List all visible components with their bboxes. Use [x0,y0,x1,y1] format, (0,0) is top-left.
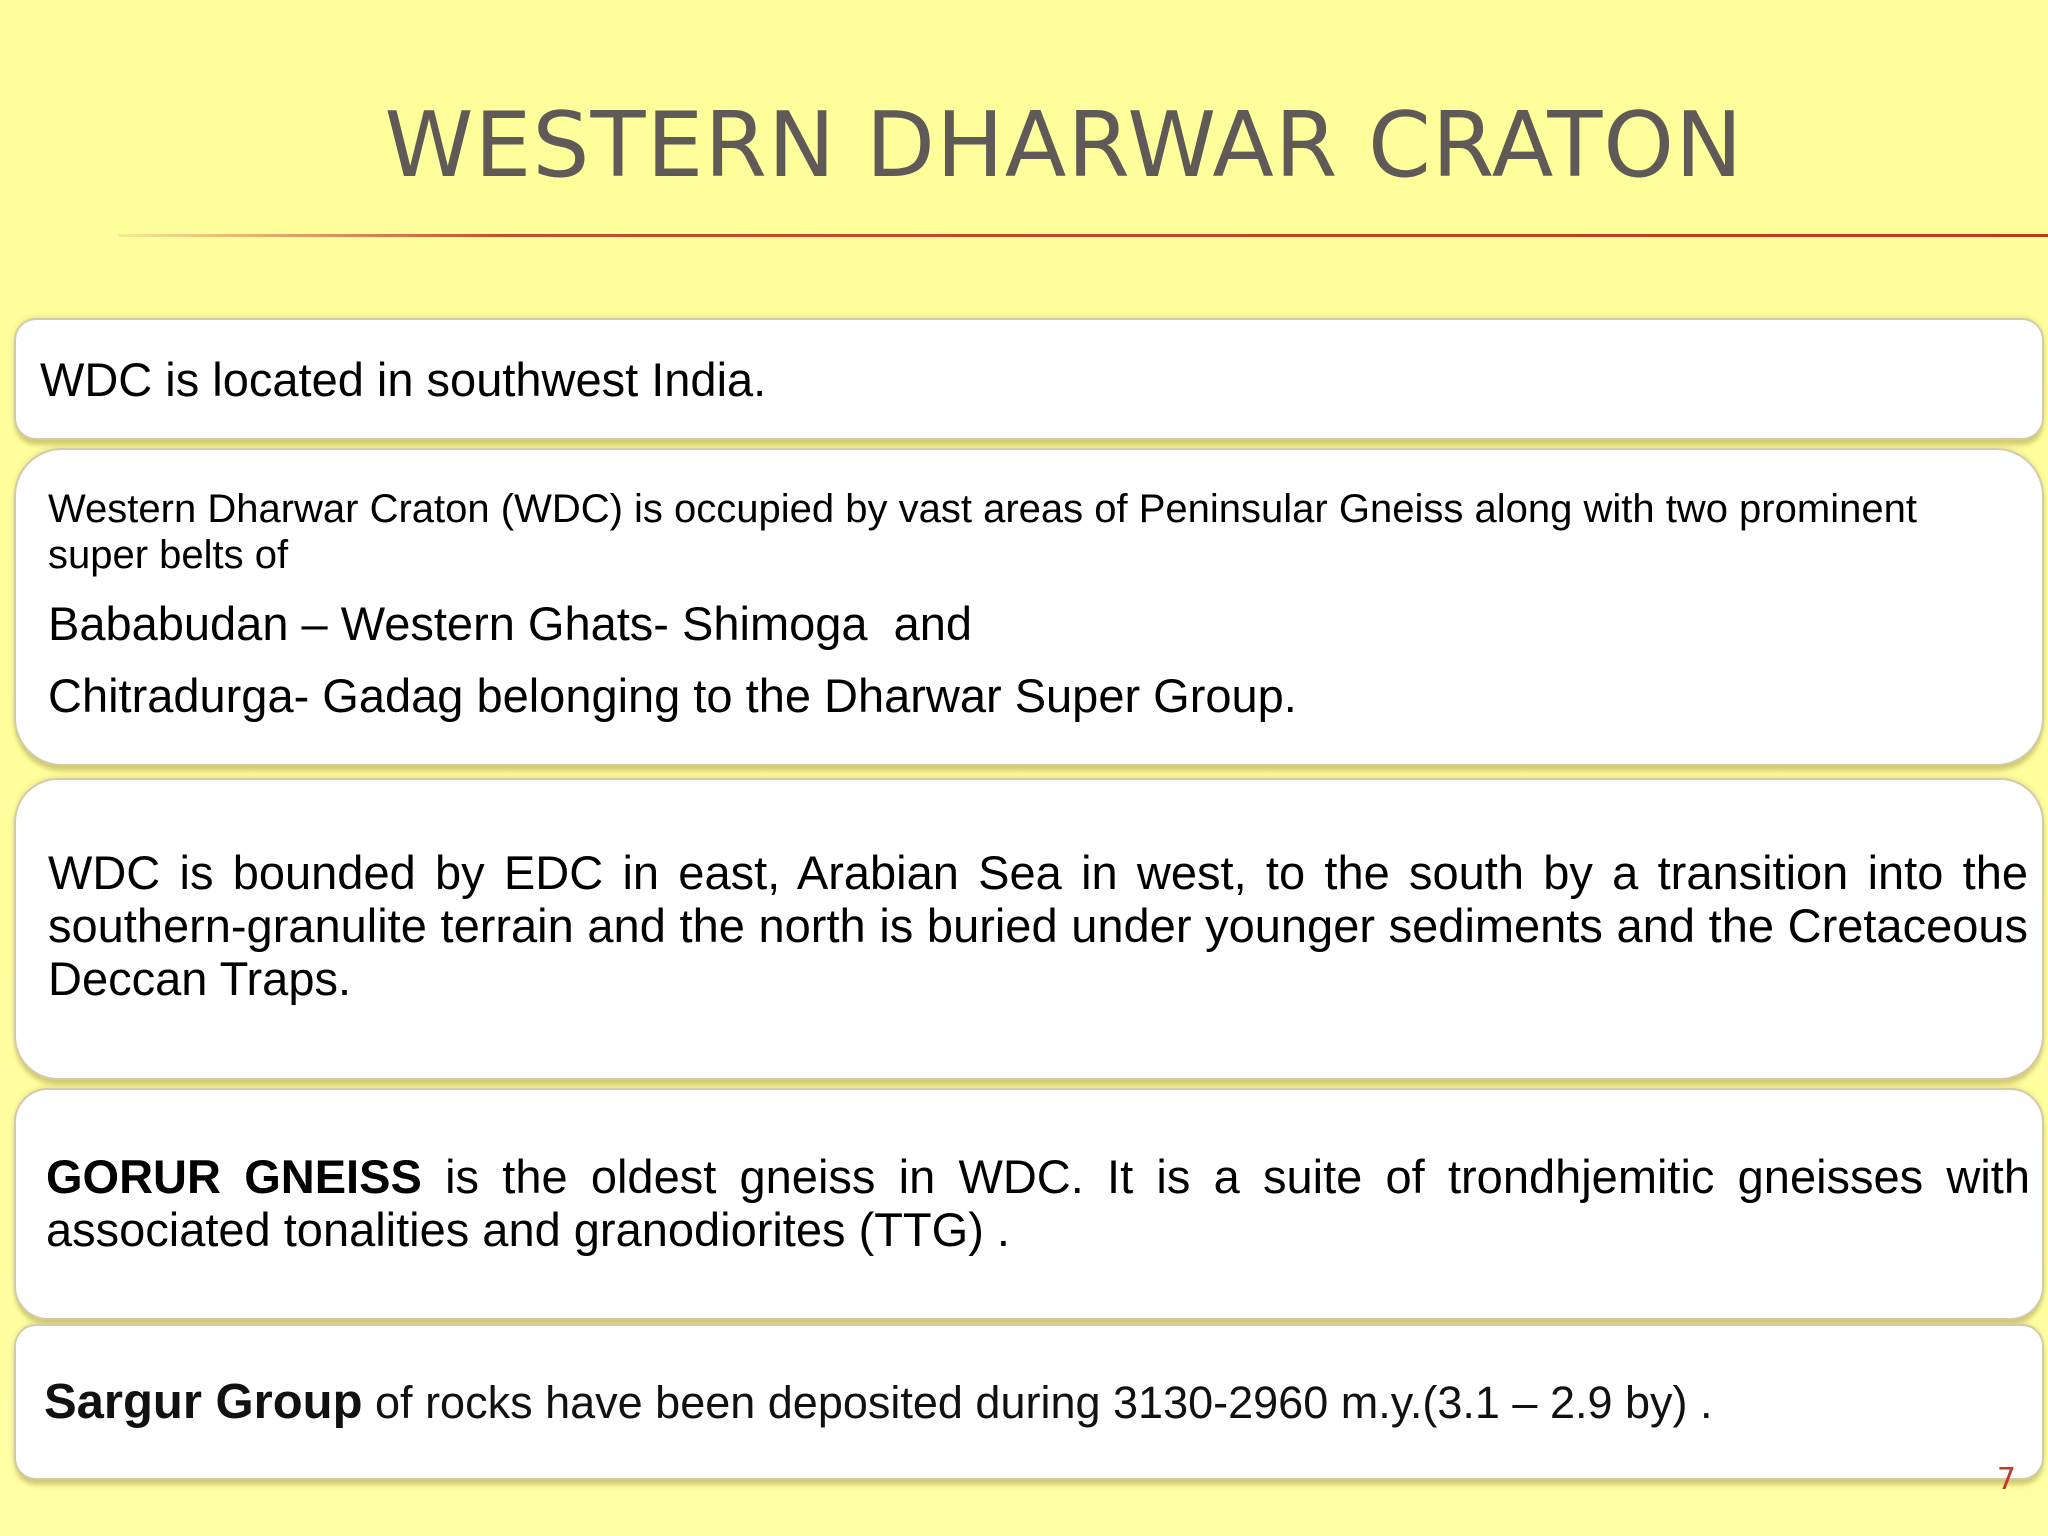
page-title: WESTERN DHARWAR CRATON [384,93,1744,198]
sargur-group-paragraph [44,1374,1713,1431]
content-box-sargur-group [14,1324,2044,1480]
sargur-group-description: of rocks have been deposited during 3130-2960 m.y.(3.1 – 2.9 by) . [362,1377,1713,1428]
belt-chitradurga-text: Chitradurga- Gadag belonging to the Dharwar Super Group. [48,669,1297,722]
page-number: 7 [1996,1462,2016,1497]
gorur-gneiss-description: is the oldest gneiss in WDC. It is a suite of trondhjemitic gneisses with associated tonalities and granodiorites (TTG) . [46,1150,2030,1256]
title-area [0,92,2048,242]
sargur-group-term: Sargur Group [44,1375,363,1429]
gorur-gneiss-paragraph [46,1150,2030,1256]
belt-bababudan-text: Bababudan – Western Ghats- Shimoga and [48,597,973,650]
content-box-geology [14,448,2044,766]
boundaries-text: WDC is bounded by EDC in east, Arabian Sea in west, to the south by a transition into the southern-granulite terrain and the north is buried under younger sediments and the Cretaceous Deccan Traps. [48,846,2028,1005]
content-box-boundaries [14,778,2044,1080]
geology-intro-text: Western Dharwar Craton (WDC) is occupied by vast areas of Peninsular Gneiss along with two prominent super belts of [48,487,1917,577]
content-box-location [14,318,2044,440]
location-text: WDC is located in southwest India. [40,353,767,406]
title-divider [118,234,2048,237]
gorur-gneiss-term: GORUR GNEISS [46,1150,422,1203]
content-box-gorur-gneiss [14,1088,2044,1320]
